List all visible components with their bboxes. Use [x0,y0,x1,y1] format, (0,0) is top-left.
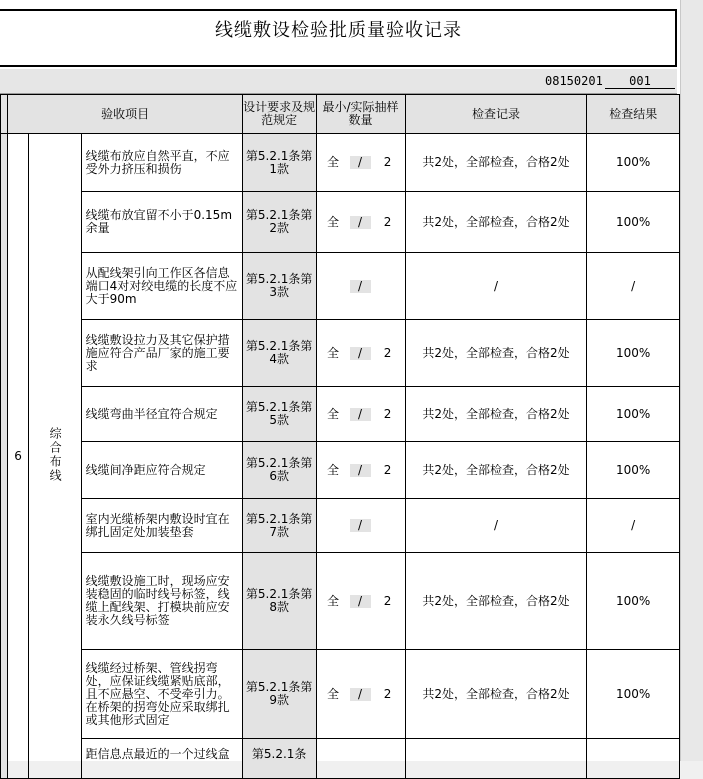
item-text: 线缆弯曲半径宜符合规定 [81,387,242,442]
sample-min: 全 [327,345,340,360]
sample-actual: 2 [383,345,392,360]
result-text: 100% [587,650,680,739]
record-text: 共2处，全部检查，合格2处 [405,387,587,442]
table-row [1,739,680,779]
sample-actual: 2 [383,406,392,421]
table-row [1,192,680,253]
group-name: 综合布线 [48,426,63,483]
record-text: / [405,499,587,553]
sample-actual: 2 [383,686,392,701]
sample-min: 全 [327,406,340,421]
sample-actual: 2 [383,214,392,229]
record-text: 共2处，全部检查，合格2处 [405,442,587,499]
sample-slash: / [350,280,371,293]
clause-text: 第5.2.1条第6款 [242,442,316,499]
sample-slash: / [350,688,371,701]
sample-slash: / [350,216,371,229]
sample-min [317,280,350,293]
item-text: 线缆间净距应符合规定 [81,442,242,499]
group-name-cell [28,134,81,779]
result-text: / [587,499,680,553]
sampling-cell [316,442,405,499]
record-number: 08150201 [545,74,603,88]
sample-slash: / [350,156,371,169]
sampling-cell [316,650,405,739]
inspection-table [0,94,680,779]
sampling-cell [316,553,405,650]
item-text: 线缆布放应自然平直，不应受外力挤压和损伤 [81,134,242,192]
sampling-cell [316,134,405,192]
table-row [1,442,680,499]
table-row [1,499,680,553]
group-number: 6 [8,134,28,779]
record-text: / [405,253,587,320]
record-text: 共2处，全部检查，合格2处 [405,192,587,253]
table-row [1,134,680,192]
clause-text: 第5.2.1条第5款 [242,387,316,442]
sample-actual: 2 [383,593,392,608]
clause-text: 第5.2.1条 [242,739,316,779]
sample-slash: / [350,347,371,360]
result-text: 100% [587,320,680,387]
sample-slash: / [350,519,371,532]
sampling-cell [316,387,405,442]
sample-slash: / [350,408,371,421]
result-text: 100% [587,442,680,499]
header-sampling: 最小/实际抽样数量 [316,95,405,134]
category-cell [1,134,8,779]
item-text: 线缆敷设拉力及其它保护措施应符合产品厂家的施工要求 [81,320,242,387]
sample-min: 全 [327,462,340,477]
record-text: 共2处，全部检查，合格2处 [405,320,587,387]
sampling-cell [316,320,405,387]
sample-min: 全 [327,686,340,701]
sample-min: 全 [327,214,340,229]
record-text: 共2处，全部检查，合格2处 [405,134,587,192]
record-sequence: 001 [605,74,675,89]
page-title: 线缆敷设检验批质量验收记录 [215,20,462,41]
table-header-row [1,95,680,134]
sample-min: 全 [327,155,340,169]
result-text: 100% [587,553,680,650]
header-cell-left [1,95,8,134]
table-row [1,253,680,320]
table-row [1,553,680,650]
sample-actual: 2 [383,462,392,477]
table-row [1,387,680,442]
item-text: 线缆经过桥架、管线拐弯处，应保证线缆紧贴底部，且不应悬空、不受牵引力。在桥架的拐弯处应采取绑扎或其他形式固定 [81,650,242,739]
clause-text: 第5.2.1条第2款 [242,192,316,253]
clause-text: 第5.2.1条第3款 [242,253,316,320]
sampling-cell [316,192,405,253]
sampling-cell [316,739,405,779]
clause-text: 第5.2.1条第8款 [242,553,316,650]
sample-slash: / [350,464,371,477]
header-record: 检查记录 [405,95,587,134]
vertical-scrollbar[interactable] [680,0,703,761]
item-text: 距信息点最近的一个过线盒 [81,739,242,779]
item-text: 室内光缆桥架内敷设时宜在绑扎固定处加装垫套 [81,499,242,553]
result-text: 100% [587,134,680,192]
item-text: 线缆敷设施工时，现场应安装稳固的临时线号标签，线缆上配线架、打模块前应安装永久线号标签 [81,553,242,650]
sampling-cell [316,253,405,320]
record-text [405,739,587,779]
record-text: 共2处，全部检查，合格2处 [405,553,587,650]
table-row [1,320,680,387]
header-result: 检查结果 [587,95,680,134]
result-text: / [587,253,680,320]
header-design: 设计要求及规范规定 [242,95,316,134]
clause-text: 第5.2.1条第1款 [242,134,316,192]
sample-slash: / [350,595,371,608]
clause-text: 第5.2.1条第4款 [242,320,316,387]
sample-min [317,519,350,532]
sample-actual [371,280,405,293]
sampling-cell [316,499,405,553]
item-text: 从配线架引向工作区各信息端口4对对绞电缆的长度不应大于90m [81,253,242,320]
table-row [1,650,680,739]
result-text: 100% [587,192,680,253]
clause-text: 第5.2.1条第7款 [242,499,316,553]
header-item: 验收项目 [8,95,242,134]
clause-text: 第5.2.1条第9款 [242,650,316,739]
sample-actual: 2 [383,155,392,169]
result-text [587,739,680,779]
record-text: 共2处，全部检查，合格2处 [405,650,587,739]
sample-min: 全 [327,593,340,608]
sample-actual [371,519,405,532]
result-text: 100% [587,387,680,442]
item-text: 线缆布放宜留不小于0.15m余量 [81,192,242,253]
